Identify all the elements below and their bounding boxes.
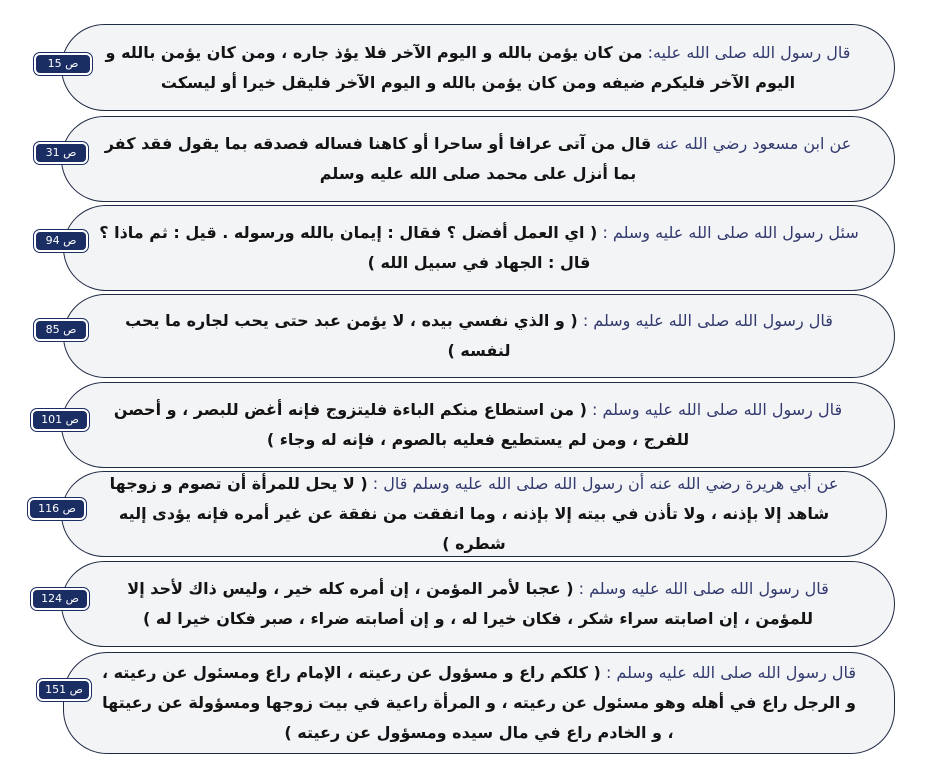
hadith-text [98, 218, 860, 278]
page-reference-badge: ص 116 [28, 498, 86, 520]
page-reference-badge: ص 151 [37, 679, 91, 701]
hadith-text [96, 469, 852, 559]
hadith-card-4 [63, 294, 895, 378]
hadith-quote: ( و الذي نفسي بيده ، لا يؤمن عبد حتى يحب لجاره ما يحب لنفسه ) [125, 311, 578, 360]
hadith-text [96, 574, 860, 634]
hadith-card-5 [61, 382, 895, 468]
hadith-quote: ( من استطاع منكم الباءة فليتزوج فإنه أغض للبصر ، و أحصن للفرج ، ومن لم يستطيع فعليه بالصوم ، فإنه له وجاء ) [113, 400, 690, 449]
page-reference-badge: ص 85 [34, 319, 88, 341]
hadith-card-7 [61, 561, 895, 647]
page-reference-badge: ص 15 [34, 53, 92, 75]
hadith-intro: قال رسول الله صلى الله عليه وسلم : [600, 663, 857, 682]
hadith-card-2 [61, 116, 895, 202]
hadith-quote: قال من آتى عرافا أو ساحرا أو كاهنا فساله فصدقه بما يقول فقد كفر بما أنزل على محمد صلى الله عليه وسلم [104, 134, 652, 183]
hadith-intro: عن ابن مسعود رضي الله عنه [651, 134, 852, 153]
hadith-quote: من كان يؤمن بالله و اليوم الآخر فلا يؤذ جاره ، ومن كان يؤمن بالله و اليوم الآخر فليكرم ضيفه ومن كان يؤمن بالله و اليوم الآخر فليقل خيرا أو ليسكت [105, 42, 796, 92]
hadith-card-6 [61, 471, 887, 557]
hadith-text [96, 38, 860, 98]
hadith-intro: قال رسول الله صلى الله عليه وسلم : [573, 579, 829, 598]
hadith-card-1 [61, 24, 895, 111]
hadith-text [98, 658, 860, 748]
hadith-quote: ( اي العمل أفضل ؟ فقال : إيمان بالله ورسوله . قيل : ثم ماذا ؟ قال : الجهاد في سبيل الله ) [99, 223, 598, 272]
hadith-card-3 [63, 205, 895, 291]
hadith-intro: قال رسول الله صلى الله عليه: [642, 42, 851, 62]
hadith-quote: ( كلكم راع و مسؤول عن رعيته ، الإمام راع ومسئول عن رعيته ، و الرجل راع في أهله وهو مسئول عن رعيته ، و المرأة راعية في بيت زوجها ومسؤولة عن رعيتها ، و الخادم راع في مال سيده ومسؤول عن رعيته ) [101, 663, 856, 742]
hadith-text [98, 306, 860, 366]
hadith-quote: ( لا يحل للمرأة أن تصوم و زوجها شاهد إلا بإذنه ، ولا تأذن في بيته إلا بإذنه ، وما انفقت من نفقة عن غير أمره فإنه يؤدى إليه شطره ) [109, 474, 830, 553]
page-reference-badge: ص 31 [34, 142, 88, 164]
page-reference-badge: ص 101 [31, 409, 89, 431]
page-reference-badge: ص 124 [31, 588, 89, 610]
hadith-text [96, 395, 860, 455]
hadith-intro: قال رسول الله صلى الله عليه وسلم : [577, 311, 833, 330]
hadith-intro: قال رسول الله صلى الله عليه وسلم : [586, 400, 843, 419]
hadith-intro: عن أبي هريرة رضي الله عنه أن رسول الله صلى الله عليه وسلم قال : [367, 474, 839, 493]
page-reference-badge: ص 94 [34, 230, 88, 252]
hadith-quote: ( عجبا لأمر المؤمن ، إن أمره كله خير ، وليس ذاك لأحد إلا للمؤمن ، إن اصابته سراء شكر ، فكان خيرا له ، و إن أصابته ضراء ، صبر فكان خيرا له ) [127, 579, 813, 628]
hadith-text [96, 129, 860, 189]
hadith-intro: سئل رسول الله صلى الله عليه وسلم : [597, 223, 859, 242]
hadith-card-8 [63, 652, 895, 754]
